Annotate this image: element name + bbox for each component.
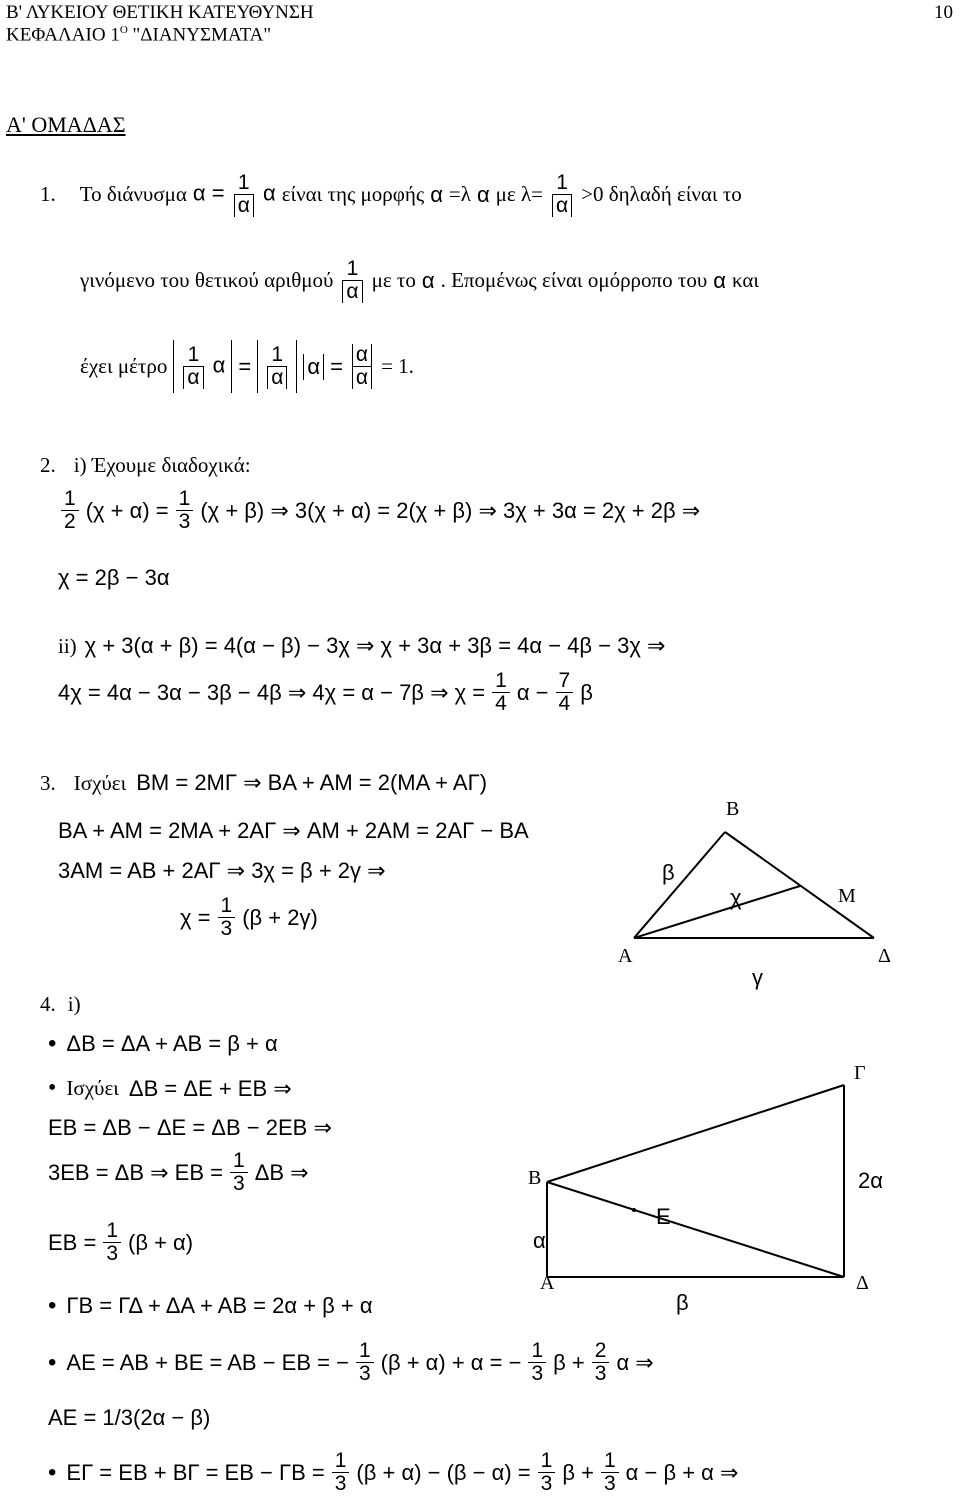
ex2-ii-eq1: ii) χ + 3(α + β) = 4(α − β) − 3χ ⇒ χ + 3α + 3β = 4α − 4β − 3χ ⇒ xyxy=(58,633,666,658)
fig2-label-D: Δ xyxy=(856,1272,869,1294)
fig2-label-beta: β xyxy=(676,1290,689,1315)
ex4-line2: • Ισχύει ΔB = ΔE + EB ⇒ xyxy=(48,1075,292,1101)
fig2-label-B: Β xyxy=(528,1167,542,1189)
ex4-line1: • ΔB = ΔA + AB = β + α xyxy=(48,1030,278,1057)
ex1-line2: γινόμενο του θετικού αριθμού $\frac{1}{\alpha}$ με το α . Επομένως είναι ομόρροπο του α και xyxy=(80,257,760,304)
ex2-ii-eq2: 4χ = 4α − 3α − 3β − 4β ⇒ 4χ = α − 7β ⇒ χ = $\frac{1}{4}$ α − $\frac{7}{4}$ β xyxy=(58,669,593,716)
fig2-label-E: Ε xyxy=(656,1204,671,1229)
ex4-line4: 3EB = ΔB ⇒ EB = $\frac{1}{3}$ ΔB ⇒ xyxy=(48,1149,309,1196)
fig2-label-alpha: α xyxy=(533,1228,546,1253)
fig1-label-M: Μ xyxy=(838,885,856,907)
header-course: Β' ΛΥΚΕΙΟΥ ΘΕΤΙΚΗ ΚΑΤΕΥΘΥΝΣΗ xyxy=(6,2,314,23)
fig2-label-two-alpha: 2α xyxy=(858,1168,883,1193)
ex4-heading: 4. i) xyxy=(40,992,81,1016)
header-chapter: ΚΕΦΑΛΑΙΟ $1^O$ "ΔΙΑΝΥΣΜΑΤΑ" xyxy=(6,24,272,46)
ex1-number: 1. xyxy=(40,182,56,207)
fig1-label-D: Δ xyxy=(878,945,891,967)
ex1-formula: α = $\frac{1}{\alpha}$ α xyxy=(192,171,276,218)
ex2-i-eq2: χ = 2β − 3α xyxy=(58,565,170,590)
fig2-label-A: Α xyxy=(540,1272,555,1294)
ex2-i-eq1: $\frac{1}{2}$ (χ + α) = $\frac{1}{3}$ (χ + β) ⇒ 3(χ + α) = 2(χ + β) ⇒ 3χ + 3α = 2χ + 2β ⇒ xyxy=(58,488,700,533)
ex1-line3: έχει μέτρο $\frac{1}{\alpha}$ α = $\frac{1}{\alpha}$ α = $\frac{\alpha}{\alpha}$ = 1. xyxy=(80,340,414,393)
fig2-label-G: Γ xyxy=(854,1062,866,1084)
fig1-label-beta: β xyxy=(662,860,675,885)
ex3-line4: χ = $\frac{1}{3}$ (β + 2γ) xyxy=(180,894,318,941)
ex4-line3: EB = ΔB − ΔE = ΔB − 2EB ⇒ xyxy=(48,1115,332,1140)
ex3-line3: 3AM = AB + 2AΓ ⇒ 3χ = β + 2γ ⇒ xyxy=(58,858,386,883)
ex4-line6: • ΓB = ΓΔ + ΔA + AB = 2α + β + α xyxy=(48,1292,373,1319)
ex4-line8: AE = 1/3(2α − β) xyxy=(48,1405,211,1430)
section-title: Α' ΟΜΑΔΑΣ xyxy=(6,112,126,137)
page-number: 10 xyxy=(934,2,953,23)
ex4-line5: EB = $\frac{1}{3}$ (β + α) xyxy=(48,1219,194,1266)
ex2-heading: 2. i) Έχουμε διαδοχικά: xyxy=(40,453,251,477)
fig1-label-B: Β xyxy=(726,798,740,820)
trapezoid-figure-2 xyxy=(530,1050,890,1290)
ex4-line9: • EΓ = EB + BΓ = EB − ΓB = $\frac{1}{3}$ (β + α) − (β − α) = $\frac{1}{3}$ β + $\frac{1}{3}$ α − β + α ⇒ xyxy=(48,1449,739,1496)
fig1-label-chi: χ xyxy=(730,885,742,910)
ex3-line2: BA + AM = 2MA + 2AΓ ⇒ AM + 2AM = 2AΓ − BA xyxy=(58,818,529,843)
ex4-line7: • AE = AB + BE = AB − EB = − $\frac{1}{3}$ (β + α) + α = − $\frac{1}{3}$ β + $\frac{2}{3}$ α ⇒ xyxy=(48,1339,654,1386)
ex1-line1: 1. Το διάνυσμα α = $\frac{1}{\alpha}$ α είναι της μορφής α =λ α με λ= $\frac{1}{\alpha}$ >0 δηλαδή είναι το xyxy=(40,171,742,218)
ex3-line1: 3. Ισχύει BM = 2MΓ ⇒ BA + AM = 2(MA + AΓ) xyxy=(40,770,488,795)
ex1-text: Το διάνυσμα xyxy=(79,182,187,207)
fig1-label-gamma: γ xyxy=(752,965,763,990)
fig1-label-A: Α xyxy=(618,945,633,967)
